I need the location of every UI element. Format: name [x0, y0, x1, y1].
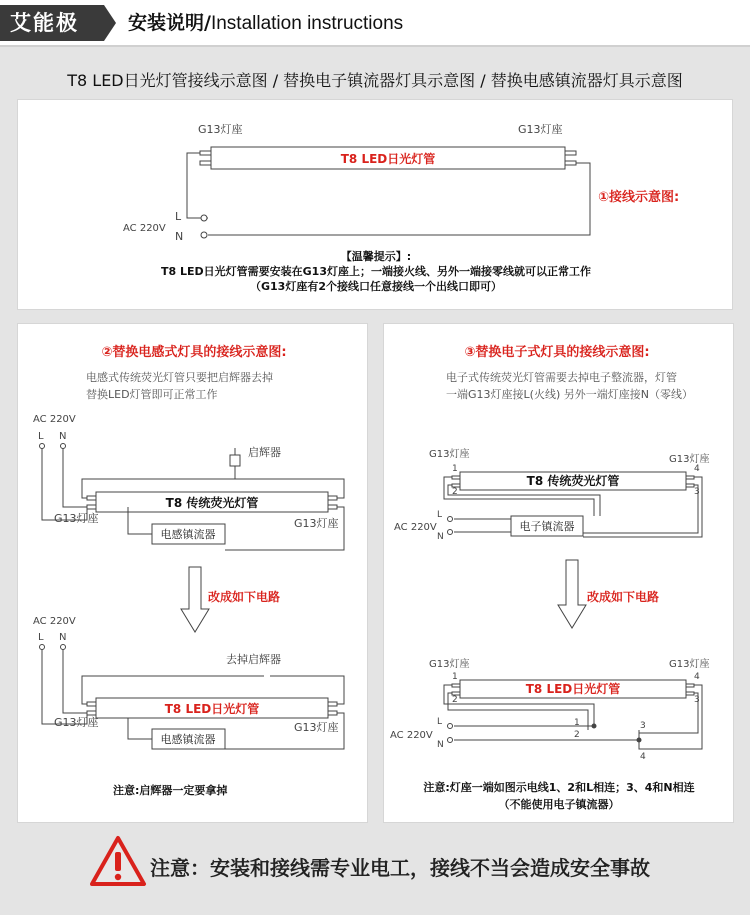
ballast-label: 电子镇流器 [519, 520, 575, 533]
terminal-n-bottom [61, 645, 66, 650]
remove-starter-label: 去掉启辉器 [226, 653, 281, 666]
terminal-l-top [448, 517, 453, 522]
pin-3-wire-label: 3 [640, 721, 646, 731]
g13-left-top-label: G13灯座 [429, 449, 470, 460]
terminal-n-bottom [448, 738, 453, 743]
terminal-n [201, 232, 207, 238]
tube-top-pin [686, 484, 694, 487]
tube-top-label: T8 传统荧光灯管 [526, 474, 620, 488]
pin-4-bottom: 4 [694, 672, 700, 682]
ac-bottom-label: AC 220V [33, 616, 76, 627]
tube-bottom-pin [686, 684, 694, 687]
pin-2-wire-label: 2 [574, 730, 580, 740]
tube-top-pin [328, 496, 337, 500]
tube-top-pin [328, 505, 337, 509]
tip-line-2: （G13灯座有2个接线口任意接线一个出线口即可） [250, 280, 502, 293]
header-title [128, 8, 403, 35]
wire-3-bottom [639, 693, 698, 733]
panel3-caption: ③替换电子式灯具的接线示意图: [464, 345, 650, 360]
ac-top-label: AC 220V [33, 414, 76, 425]
wiring-diagram-1 [18, 100, 734, 311]
panel2-caption: ②替换电感式灯具的接线示意图: [101, 345, 287, 360]
panel3-note-1: 注意:灯座一端如图示电线1、2和L相连；3、4和N相连 [423, 781, 695, 794]
g13-left-top-label: G13灯座 [54, 512, 99, 525]
panel3-arrow-label: 改成如下电路 [587, 590, 660, 604]
junction-l [592, 724, 596, 728]
tube-bottom-pin [452, 684, 460, 687]
starter-label: 启辉器 [248, 446, 281, 459]
header-divider [0, 45, 750, 47]
n-label: N [175, 230, 184, 243]
g13-right-top-label: G13灯座 [669, 454, 710, 465]
wire-2-bottom [448, 693, 588, 730]
wire-ballast-left [128, 507, 152, 534]
warning-icon [88, 834, 148, 894]
tube-bottom-label: T8 LED日光灯管 [164, 702, 260, 716]
panel-wiring-diagram [17, 99, 733, 310]
n-top-label: N [437, 532, 444, 542]
starter-symbol [230, 455, 240, 466]
g13-label-left: G13灯座 [198, 123, 243, 136]
ac-top-label: AC 220V [394, 522, 437, 533]
tube-bottom-pin [686, 692, 694, 695]
pin-4-top: 4 [694, 464, 700, 474]
wire-neutral [208, 163, 590, 235]
wire-removed-left [82, 676, 264, 704]
pin-right-2 [565, 161, 576, 165]
n-top-label: N [59, 431, 67, 442]
panel2-note: 注意:启辉器一定要拿掉 [113, 784, 228, 797]
pin-2-bottom: 2 [452, 695, 458, 705]
brand-logo-tip [104, 5, 116, 41]
wire-live-top [42, 446, 87, 520]
ballast-top-label: 电感镇流器 [160, 528, 216, 541]
terminal-l [201, 215, 207, 221]
pin-left-1 [200, 151, 211, 155]
panel-inductive-ballast [17, 323, 368, 823]
l-top-label: L [437, 510, 443, 520]
terminal-n-top [61, 444, 66, 449]
n-bottom-label: N [437, 740, 444, 750]
l-label: L [175, 210, 182, 223]
panel2-arrow-label: 改成如下电路 [208, 590, 281, 604]
panel3-desc-1: 电子式传统荧光灯管需要去掉电子整流器，灯管 [446, 371, 677, 384]
wire-live [187, 153, 208, 218]
tube-bottom-pin [328, 702, 337, 706]
tube-bottom-label: T8 LED日光灯管 [525, 682, 621, 696]
tube-top-label: T8 传统荧光灯管 [165, 496, 259, 510]
ac-bottom-label: AC 220V [390, 730, 433, 741]
n-bottom-label: N [59, 632, 67, 643]
tube-top-pin [87, 505, 96, 509]
down-arrow [181, 567, 209, 632]
g13-right-bottom-label: G13灯座 [669, 659, 710, 670]
brand-logo: 艾能极 [0, 5, 104, 41]
tip-title: 【温馨提示】: [340, 250, 412, 263]
panel2-desc-1: 电感式传统荧光灯管只要把启辉器去掉 [86, 371, 273, 384]
tube-label: T8 LED日光灯管 [340, 152, 436, 166]
ballast-bottom-label: 电感镇流器 [160, 733, 216, 746]
wire-ballast-left-bottom [128, 718, 152, 739]
l-bottom-label: L [38, 632, 44, 643]
pin-4-wire-label: 4 [640, 752, 646, 762]
tube-bottom-pin [87, 711, 96, 715]
terminal-l-top [40, 444, 45, 449]
header-title-en: Installation instructions [210, 13, 404, 34]
ac-label: AC 220V [123, 223, 166, 234]
main-title: T8 LED日光灯管接线示意图 / 替换电子镇流器灯具示意图 / 替换电感镇流器灯具示意图 [67, 71, 683, 90]
pin-2-top: 2 [452, 487, 458, 497]
wire-live-bottom [42, 647, 87, 724]
g13-right-bottom-label: G13灯座 [294, 721, 339, 734]
terminal-n-top [448, 530, 453, 535]
wire-starter-left [82, 466, 235, 498]
pin-1-bottom: 1 [452, 672, 458, 682]
header-title-cn: 安装说明/ [128, 12, 211, 34]
wire-removed-right [270, 676, 344, 704]
footer-warning [0, 832, 750, 902]
panel1-caption: ①接线示意图: [598, 190, 680, 205]
panel3-desc-2: 一端G13灯座接L(火线) 另外一端灯座接N（零线） [446, 388, 693, 401]
tip-line-1: T8 LED日光灯管需要安装在G13灯座上；一端接火线、另外一端接零线就可以正常工作 [161, 265, 591, 278]
pin-left-2 [200, 161, 211, 165]
tube-top-pin [87, 496, 96, 500]
panel3-note-2: （不能使用电子镇流器） [498, 798, 620, 811]
junction-n [637, 738, 641, 742]
pin-3-bottom: 3 [694, 695, 700, 705]
pin-1-wire-label: 1 [574, 718, 580, 728]
down-arrow [558, 560, 586, 628]
terminal-l-bottom [448, 724, 453, 729]
header-bar [0, 0, 750, 46]
wire-neutral-bottom [454, 730, 639, 740]
g13-left-bottom-label: G13灯座 [54, 716, 99, 729]
tube-bottom-pin [328, 711, 337, 715]
electronic-ballast-diagram [384, 324, 735, 824]
inductive-ballast-diagram [18, 324, 369, 824]
pin-3-top: 3 [694, 487, 700, 497]
l-top-label: L [38, 431, 44, 442]
footer-warning-text: 注意：安装和接线需专业电工，接线不当会造成安全事故 [150, 856, 650, 880]
g13-right-top-label: G13灯座 [294, 517, 339, 530]
pin-right-1 [565, 151, 576, 155]
tube-top-pin [686, 476, 694, 479]
terminal-l-bottom [40, 645, 45, 650]
tube-bottom-pin [87, 702, 96, 706]
panel2-desc-2: 替换LED灯管即可正常工作 [86, 388, 218, 401]
pin-1-top: 1 [452, 464, 458, 474]
tube-top-pin [452, 476, 460, 479]
l-bottom-label: L [437, 717, 443, 727]
panel-electronic-ballast [383, 323, 734, 823]
g13-label-right: G13灯座 [518, 123, 563, 136]
g13-left-bottom-label: G13灯座 [429, 659, 470, 670]
wire-neutral-bottom [63, 647, 87, 713]
